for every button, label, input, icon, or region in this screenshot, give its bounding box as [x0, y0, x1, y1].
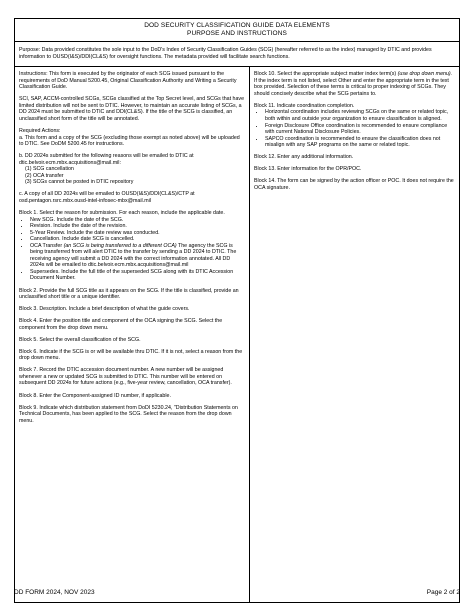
left-column	[15, 67, 250, 602]
block-12: Block 12. Enter any additional information.	[254, 154, 354, 161]
form-id: DD FORM 2024, NOV 2023	[14, 589, 95, 596]
oca-transfer-note: (an SCG is being transferred to a different OCA)	[63, 242, 177, 249]
block-8: Block 8. Enter the Component-assigned ID number, if applicable.	[19, 392, 171, 399]
block-11-foreign-disclosure: • Foreign Disclosure Office coordination is recommended to ensure compliance with current National Disclosure Policies.	[265, 123, 455, 136]
oca-transfer-label: OCA Transfer	[30, 242, 64, 249]
block-1-list	[19, 217, 245, 282]
block-4: Block 4. Enter the position title and component of the OCA signing the SCG. Select the component from the drop down menu.	[19, 318, 223, 331]
block-6: Block 6. Indicate if the SCG is or will be available thru DTIC. If it is not, select a reason from the drop down menu.	[19, 348, 243, 362]
block-11-list	[254, 109, 455, 148]
block-5: Block 5. Select the overall classification of the SCG.	[19, 336, 141, 343]
block-14: Block 14. The form can be signed by the action officer or POC. It does not require the OCA signature.	[254, 178, 454, 191]
block-10	[254, 71, 455, 97]
instructions-text: Instructions: This form is executed by the originator of each SCG issued pursuant to the requirements of DoD Manual 5200.45, Original Classification Authority and Writing a Security Classification Guide.	[19, 71, 237, 91]
block-10-text: Block 10. Select the appropriate subject matter index term(s)	[254, 71, 398, 78]
required-actions	[19, 128, 245, 148]
action-b-3: (3) SCGs cannot be posted in DTIC repository	[25, 179, 134, 186]
required-actions-heading: Required Actions:	[19, 128, 61, 135]
block-1-revision: • Revision. Include the date of the revision.	[30, 223, 245, 230]
block-9: Block 9. Indicate which distribution statement from DoDI 5230.24, "Distribution Statements on Technical Documents, has been applied to the SCG. Select the reason from the drop down menu.	[19, 404, 238, 424]
block-11-intro: Block 11. Indicate coordination completion.	[254, 102, 355, 109]
page-number: Page 2 of 2	[426, 589, 460, 596]
block-1-cancellation: • Cancellation. Include date SCG is cancelled.	[30, 236, 245, 243]
block-10-detail: If the index term is not listed, select Other and enter the appropriate term in the text box provided. Selection of these terms is critical to proper indexing of SCGs. They should concisely describe what the SCG pertains to.	[254, 77, 449, 97]
block-7: Block 7. Record the DTIC accession document number. A new number will be assigned whenever a new or updated SCG is submitted to DTIC. This number will be entered on subsequent DD 2024s for future actions (e.g., five-year review, cancellation, OCA transfer).	[19, 367, 232, 387]
action-c: c. A copy of all DD 2024s will be emailed to OUSD(I&S)/DDI(CL&S)/CTP at osd.pentagon.rsrc.mbx.ousd-intel-infosec-mbx@mail.mil	[19, 191, 195, 204]
block-2: Block 2. Provide the full SCG title as it appears on the SCG. If the title is classified, provide an unclassified short title or a unique identifier.	[19, 287, 239, 301]
right-column	[250, 67, 459, 602]
title-line-2: PURPOSE AND INSTRUCTIONS	[187, 30, 287, 37]
purpose-section: Purpose: Data provided constitutes the sole input to the DoD's Index of Security Classification Guides (SCG) (hereafter referred to as the index) managed by DTIC and provides information to OUSD(I&S)/DDI(CL&S) for oversight functions. The metadata provided will facilitate search functions.	[14, 42, 460, 67]
block-1-supersedes: • Supersedes. Include the full title of the superseded SCG along with its DTIC Accession Document Number.	[30, 269, 245, 282]
action-b	[19, 153, 245, 186]
block-1-review: • 5-Year Review. Include the date review was conducted.	[30, 230, 245, 237]
block-1-oca-transfer	[30, 243, 245, 269]
block-3: Block 3. Description. Include a brief description of what the guide covers.	[19, 306, 190, 313]
form-page	[14, 18, 460, 603]
action-b-1: (1) SCG cancellation	[25, 166, 74, 173]
instructions-columns	[14, 67, 460, 603]
form-footer	[14, 589, 460, 596]
action-a: a. This form and a copy of the SCG (excluding those exempt as noted above) will be uploaded to DTIC. See DoDM 5200.45 for instructions.	[19, 134, 240, 148]
block-10-note: (use drop down menu).	[397, 71, 453, 78]
block-1-new: • New SCG. Include the date of the SCG.	[30, 217, 245, 224]
block-11-sapco: • SAPCO coordination is recommended to ensure the classification does not misalign with any SAP programs on the same or related topic.	[265, 136, 455, 149]
form-title	[14, 18, 460, 42]
block-13: Block 13. Enter information for the OPR/POC.	[254, 166, 362, 173]
block-1-intro: Block 1. Select the reason for submission. For each reason, include the applicable date.	[19, 209, 225, 216]
title-line-1: DOD SECURITY CLASSIFICATION GUIDE DATA ELEMENTS	[144, 22, 330, 29]
action-b-intro: b. DD 2024s submitted for the following reasons will be emailed to DTIC at dtic.belvoir.ecm.mbx.acquisitions@mail.mil:	[19, 153, 194, 166]
oca-transfer-text: The agency the SCG is being transferred from will alert DTIC to the transfer by sending a DD 2024 to DTIC. The receiving agency will submit a DD 2024 with the correct information annotated. All DD 2024s will be emailed to dtic.belvoir.ecm.mbx.acquisitions@mail.mil	[30, 242, 237, 269]
block-11-horizontal: • Horizontal coordination includes reviewing SCGs on the same or related topic, both within and outside your organization to ensure classification is aligned.	[265, 109, 455, 122]
action-b-2: (2) OCA transfer	[25, 172, 64, 179]
sci-sap-text: SCI, SAP, ACCM-controlled SCGs, SCGs classified at the Top Secret level, and SCGs that have limited distribution will not be sent to DTIC. However, to maintain an accurate listing of SCGs, a DD 2024 must be submitted to DTIC and DDI(CL&S). If the title of the SCG is classified, an unclassified short form of the title will be annotated.	[19, 96, 245, 122]
